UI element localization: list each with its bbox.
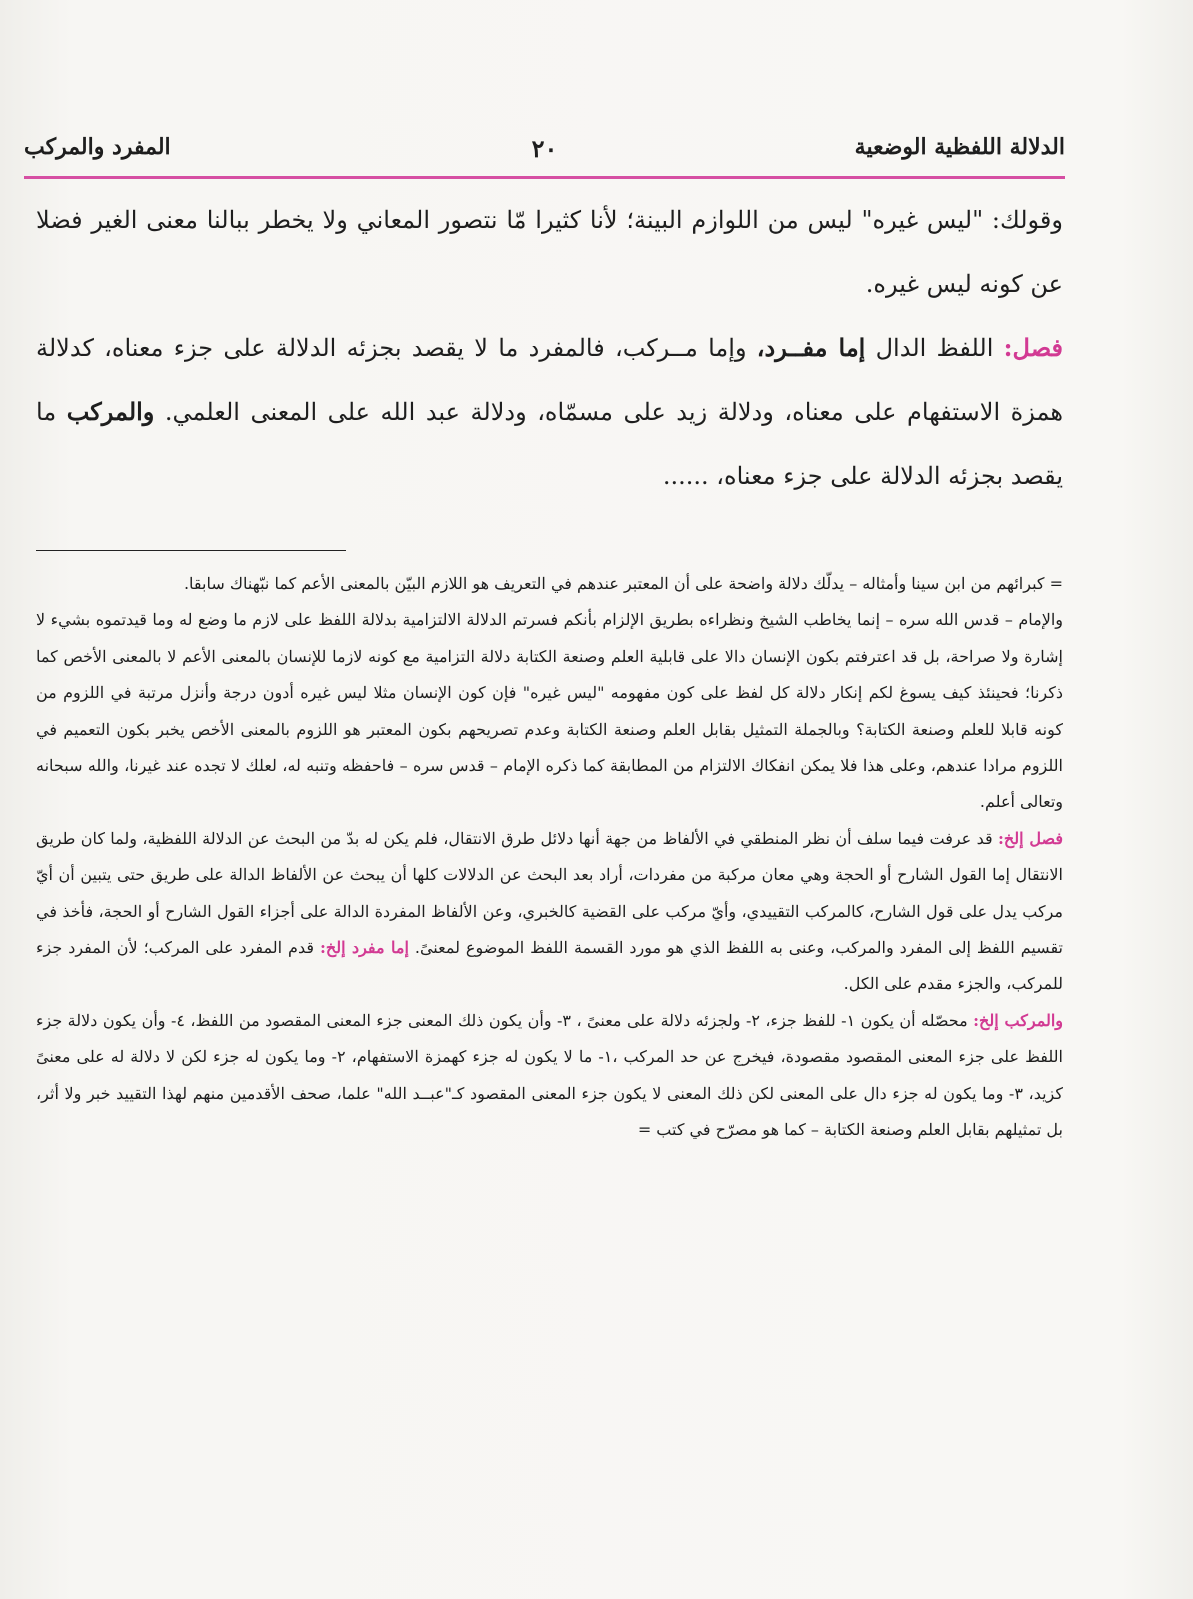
main-paragraph-2 (36, 316, 1063, 508)
footnotes (36, 566, 1063, 1149)
bold-term-murakkab: والمركب (66, 397, 155, 426)
main-paragraph-1: وقولك: "ليس غيره" ليس من اللوازم البينة؛ لأنا كثيرا مّا نتصور المعاني ولا يخطر ببالنا معنى الغير فضلا عن كونه ليس غيره. (36, 206, 1063, 298)
note-label-mufrad: إما مفرد إلخ: (319, 938, 409, 958)
text-run: اللفظ الدال (865, 334, 1004, 362)
footnote-4 (36, 1003, 1063, 1149)
note-label-murakkab: والمركب إلخ: (973, 1010, 1064, 1030)
bold-term-mufrad: إما مفــرد، (756, 333, 866, 362)
header-rule (24, 176, 1065, 179)
text-run: ما يقصد بجزئه الدلالة على جزء معناه، ...... (36, 398, 1063, 490)
text-run: قدم المفرد على المركب؛ لأن المفرد جزء للمركب، والجزء مقدم على الكل. (36, 938, 1063, 994)
running-header (24, 128, 1065, 172)
header-section-title: المفرد والمركب (24, 134, 171, 160)
main-text (36, 188, 1063, 508)
note-label-fasl: فصل إلخ: (997, 828, 1063, 848)
section-label: فصل: (1003, 333, 1063, 362)
text-run: وإما مــركب، فالمفرد ما لا يقصد بجزئه الدلالة على جزء معناه، كدلالة همزة الاستفهام على معناه، ودلالة زيد على مسمّاه، ودلالة عبد الله على المعنى العلمي. (36, 334, 1063, 426)
text-run: قد عرفت فيما سلف أن نظر المنطقي في الألفاظ من جهة أنها دلائل طرق الانتقال، فلم يكن له بدّ من البحث عن الدلالة اللفظية، ولما كان طريق الانتقال إما القول الشارح أو الحجة وهي معان مركبة من مفردات، أراد بعد البحث عن الدلالات كلها أن يبحث عن الألفاظ الدالة على طريق حتى يتبين أن أيّ مركب يدل على قول الشارح، كالمركب التقييدي، وأيّ مركب على القضية كالخبري، وعن الألفاظ المفردة الدالة على أجزاء القول الشارح أو الحجة، فأخذ في تقسيم اللفظ إلى المفرد والمركب، وعنى به اللفظ الذي هو مورد القسمة اللفظ الموضوع لمعنىً. (36, 828, 1064, 958)
footnote-1: = كبرائهم من ابن سينا وأمثاله – يدلّك دلالة واضحة على أن المعتبر عندهم في التعريف هو اللازم البيّن بالمعنى الأعم كما نبّهناك سابقا. (183, 574, 1063, 593)
footnote-rule (36, 550, 346, 551)
text-run: محصّله أن يكون ١- للفظ جزء، ٢- ولجزئه دلالة على معنىً ، ٣- وأن يكون ذلك المعنى جزء المعنى المقصود من اللفظ، ٤- وأن يكون دلالة جزء اللفظ على جزء المعنى المقصود مقصودة، فيخرج عن حد المركب ،١- ما لا يكون له جزء كهمزة الاستفهام، ٢- وما يكون له جزء لكن لا دلالة له على معنىً كزيد، ٣- وما يكون له جزء دال على المعنى لكن ذلك المعنى لا يكون جزء المعنى المقصود كـ"عبــد الله" علما، صحف الأقدمين منهم لهذا التقييد خبر ولا أثر، بل تمثيلهم بقابل العلم وصنعة الكتابة – كما هو مصرّح في كتب = (36, 1010, 1064, 1140)
header-chapter-title: الدلالة اللفظية الوضعية (854, 134, 1065, 160)
footnote-3 (36, 821, 1063, 1003)
footnote-2: والإمام – قدس الله سره – إنما يخاطب الشيخ ونظراءه بطريق الإلزام بأنكم فسرتم الدلالة الالتزامية بدلالة اللفظ على لازم ما وضع له وما قيدتموه بشيء لا إشارة ولا صراحة، بل قد اعترفتم بكون الإنسان دالا على قابلية العلم وصنعة الكتابة دلالة التزامية مع كونه لازما للإنسان بالمعنى الأعم لا بالمعنى الأخص كما ذكرنا؛ فحينئذ كيف يسوغ لكم إنكار دلالة كل لفظ على كون مفهومه "ليس غيره" فإن كون الإنسان مثلا ليس غيره أدون درجة وأنزل مرتبة في اللزوم من كونه قابلا للعلم وصنعة الكتابة؟ وبالجملة التمثيل بقابل العلم وصنعة الكتابة وعدم تصريحهم بكون المعتبر هو اللزوم بالمعنى الأخص يخبر بكون التعميم في اللزوم مرادا عندهم، وعلى هذا فلا يمكن انفكاك الالتزام من المطابقة كما ذكره الإمام – قدس سره – فاحفظه وتنبه له، لعلك لا تجده عند غيرنا، والله سبحانه وتعالى أعلم. (36, 610, 1063, 812)
page-number: ٢٠ (531, 134, 558, 163)
